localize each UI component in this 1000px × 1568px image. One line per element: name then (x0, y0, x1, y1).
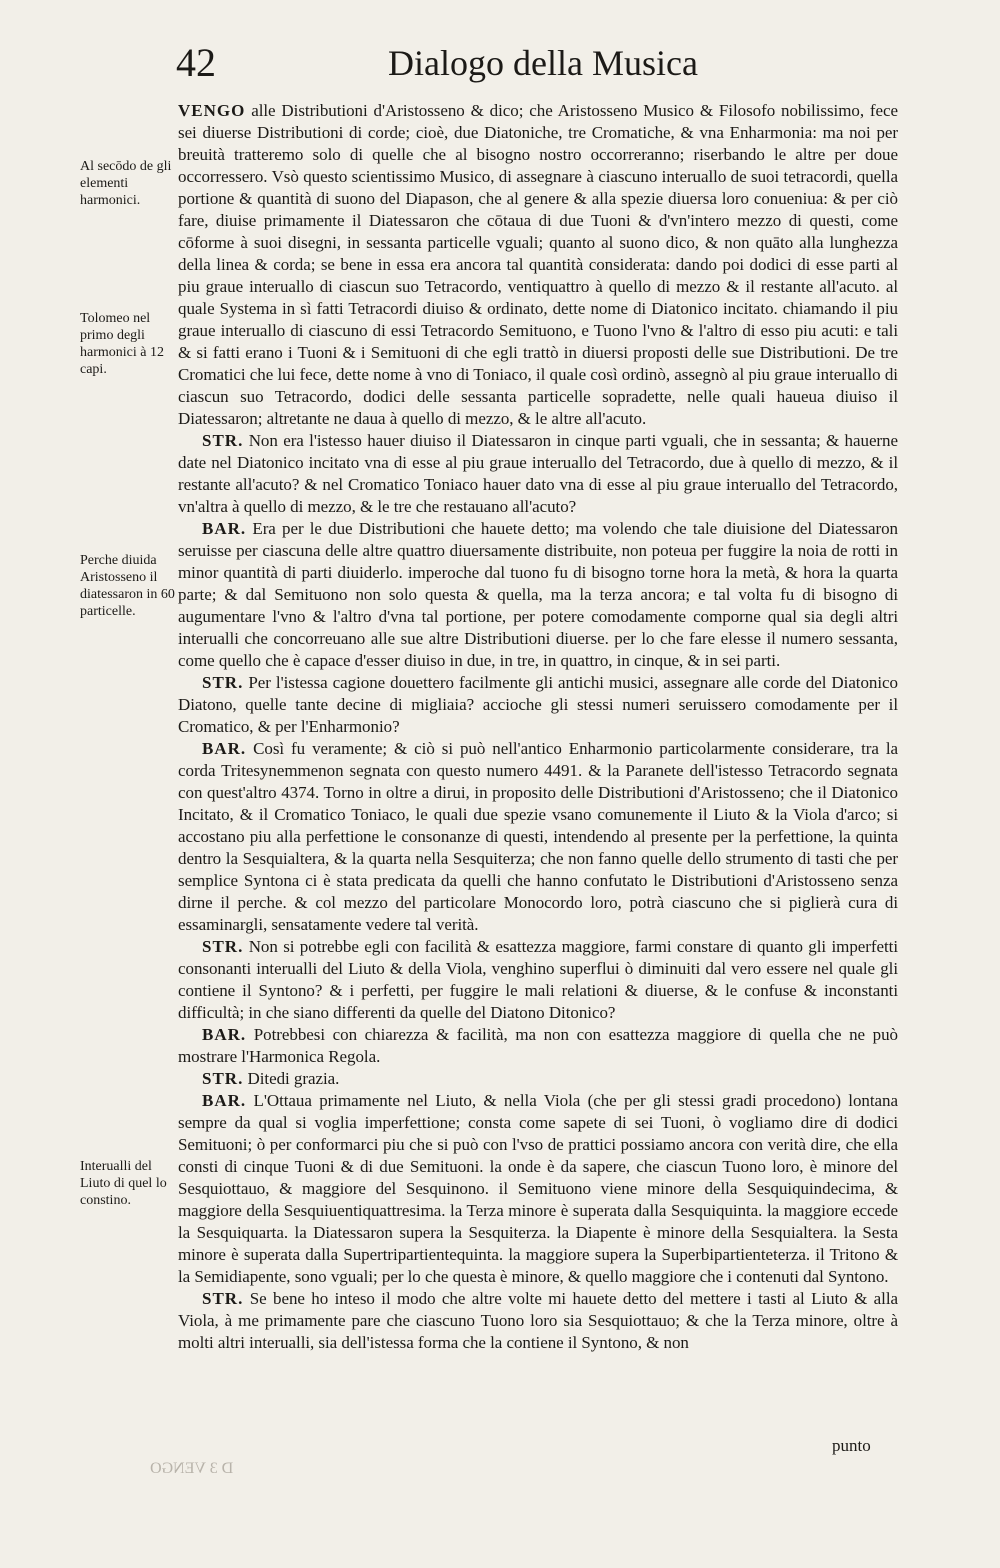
paragraph (178, 1288, 898, 1354)
paragraph (178, 1024, 898, 1068)
paragraph-text: Non era l'istesso hauer diuiso il Diatessaron in cinque parti vguali, che in sessanta; & hauerne date nel Diatonico incitato vna di esse al piu graue interuallo del Tetracordo, due à quello di mezzo, & il restante all'acuto? & nel Cromatico Toniaco hauer dato vna di esse al piu graue interuallo del Tetracordo, vn'altra à quello di mezzo, & le tre che restauano all'acuto? (178, 431, 898, 516)
paragraph-text: Così fu veramente; & ciò si può nell'antico Enharmonio particolarmente considerare, tra la corda Tritesynemmenon segnata con questo numero 4491. & la Paranete dell'istesso Tetracordo segnata con quest'altro 4374. Torno in oltre a dirui, in proposito delle Distributioni d'Aristosseno; che il Diatonico Incitato, & il Cromatico Toniaco, le quali due spezie vsano comunemente il Liuto & la Viola d'arco; si accostano piu alla perfettione le consonanze di questi, intendendo al presente per la perfettione, la quinta dentro la Sesquialtera, & la quarta nella Sesquiterza; che non fanno quelle dello strumento di tasti che per semplice Syntona ci è stata predicata da quelli che hanno confutato le Distributioni d'Aristosseno senza dirne il perche. & col mezzo del particolare Monocordo loro, potrà ciascuno che si piglierà cura di essaminargli, sensatamente vedere tal verità. (178, 739, 898, 934)
paragraph-text: L'Ottaua primamente nel Liuto, & nella Viola (che per gli stessi gradi procedono) lontana sempre da qual si voglia imperfettione; consta come sapete di sei Tuoni, ò vogliamo dire di dodici Semituoni; ò per conformarci piu che si può con l'vso de prattici possiamo ancora con verità dire, che ella consti di cinque Tuoni & di due Semituoni. la onde è da sapere, che ciascun Tuono loro, è minore del Sesquiottauo, & maggiore del Sesquinono. il Semituono viene minore della Sesquiquindecima, & maggiore della Sesquiuentiquattresima. la Terza minore è superata dalla Sesquiquinta. la maggiore eccede la Sesquiquarta. la Diatessaron supera la Sesquiterza. la Diapente è minore della Sesquialtera. la Sesta minore è superata dalla Supertripartientequinta. la maggiore supera la Superbipartienteterza. il Tritono & la Semidiapente, sono vguali; per lo che questa è minore, & quello maggiore che i contenuti dal Syntono. (178, 1091, 898, 1286)
paragraph (178, 518, 898, 672)
speaker-label: VENGO (178, 101, 246, 120)
main-text (178, 100, 898, 1354)
paragraph-text: Era per le due Distributioni che hauete detto; ma volendo che tale diuisione del Diatessaron seruisse per ciascuna delle altre quattro diuersamente distribuite, non poteua per fuggire la noia de rotti in minor quantità di parti diuiderlo. imperoche dal tuono fu di bisogno torne hora la metà, & hora la quarta parte; & dal Semituono non solo questa & quella, ma la terza ancora; e tal volta fu di bisogno di augumentare l'vno & l'altro d'vna tal portione, per potere comodamente comporne qual sia degli altri interualli che concorreuano alle sue altre Distributioni diuerse. per lo che fare elesse il numero sessanta, come quello che è capace d'esser diuiso in due, in tre, in quattro, in cinque, & in sei parti. (178, 519, 898, 670)
speaker-label: STR. (202, 673, 244, 692)
paragraph-text: Se bene ho inteso il modo che altre volte mi hauete detto del mettere i tasti al Liuto & alla Viola, à me primamente pare che ciascuno Tuono loro sia Sesquiottauo; & che la Terza minore, oltre à molti altri interualli, sia dell'istessa forma che la contiene il Syntono, & non (178, 1289, 898, 1352)
paragraph (178, 672, 898, 738)
paragraph (178, 738, 898, 936)
paragraph-text: Non si potrebbe egli con facilità & esattezza maggiore, farmi constare di quanto gli imperfetti consonanti interualli del Liuto & della Viola, venghino superflui ò diminuiti dal vero essere nel quale gli contiene il Syntono? & i perfetti, per fuggire le mali relationi & diuerse, & le confuse & inconstanti difficultà; in che siano differenti da quelle del Diatono Ditonico? (178, 937, 898, 1022)
paragraph (178, 430, 898, 518)
speaker-label: BAR. (202, 1025, 247, 1044)
page-number: 42 (176, 40, 216, 85)
paragraph-text: alle Distributioni d'Aristosseno & dico; che Aristosseno Musico & Filosofo nobilissimo, fece sei diuerse Distributioni di corde; cioè, due Diatoniche, tre Cromatiche, & vna Enharmonia: ma noi per breuità tratteremo solo di quelle che al bisogno nostro occorreranno; riserbando le altre per doue occorressero. Vsò questo scientissimo Musico, di assegnare à ciascuno interuallo de suoi tetracordi, quella portione & quantità di suono del Diapason, che al genere & alla spezie diuersa loro conueniua: & per ciò fare, diuise primamente il Diatessaron che cōtaua di due Tuoni & d'vn'intero mezzo di questi, come cōforme à suoi disegni, in sessanta particelle vguali; quanto al suono dico, & non quāto alla lunghezza della linea & corda; se bene in essa era ancora tal quantità considerata: dando poi dodici di esse parti al piu graue interuallo di ciascun suo Tetracordo, ventiquattro à quello di mezzo & il restante all'acuto. al quale Systema in sì fatti Tetracordi diuiso & ordinato, dette nome di Diatonico incitato. chiamando il piu graue interuallo di ciascuno di essi Tetracordo Semituono, e Tuono l'vno & l'altro di esso piu acuti: e tali & si fatti erano i Tuoni & i Semituoni di che egli trattò in diuersi proposti delle sue Distributioni. De tre Cromatici che lui fece, dette nome à vno di Toniaco, il quale così ordinò, assegnò al piu graue interuallo di ciascun suo Tetracordo, dodici delle sessanta particelle sopradette, nelle quali haueua diuiso il Diatessaron; altretante ne daua à quello di mezzo, & le altre all'acuto. (178, 101, 898, 428)
speaker-label: STR. (202, 431, 244, 450)
speaker-label: STR. (202, 1069, 244, 1088)
speaker-label: BAR. (202, 519, 247, 538)
paragraph-text: Ditedi grazia. (247, 1069, 340, 1088)
bleed-through-text: D 3 VENGO (150, 1460, 234, 1477)
speaker-label: STR. (202, 1289, 244, 1308)
catchword: punto (832, 1436, 871, 1455)
sidenote: Perche diuida Aristosseno il diatessaron in 60 particelle. (80, 553, 175, 619)
paragraph (178, 1090, 898, 1288)
sidenote: Tolomeo nel primo degli harmonici à 12 capi. (80, 311, 164, 377)
paragraph-text: Potrebbesi con chiarezza & facilità, ma non con esattezza maggiore di quella che ne può mostrare l'Harmonica Regola. (178, 1025, 898, 1066)
paragraph (178, 1068, 898, 1090)
sidenote: Al secōdo de gli elementi harmonici. (80, 159, 172, 208)
sidenote: Interualli del Liuto di quel lo constino. (80, 1159, 167, 1208)
speaker-label: BAR. (202, 1091, 247, 1110)
paragraph (178, 936, 898, 1024)
running-title: Dialogo della Musica (388, 43, 698, 83)
paragraph (178, 100, 898, 430)
speaker-label: STR. (202, 937, 244, 956)
speaker-label: BAR. (202, 739, 247, 758)
paragraph-text: Per l'istessa cagione douettero facilmente gli antichi musici, assegnare alle corde del Diatonico Diatono, quelle tante decine di migliaia? accioche gli stessi numeri seruissero comodamente per il Cromatico, & per l'Enharmonio? (178, 673, 898, 736)
page-header (0, 38, 1000, 98)
